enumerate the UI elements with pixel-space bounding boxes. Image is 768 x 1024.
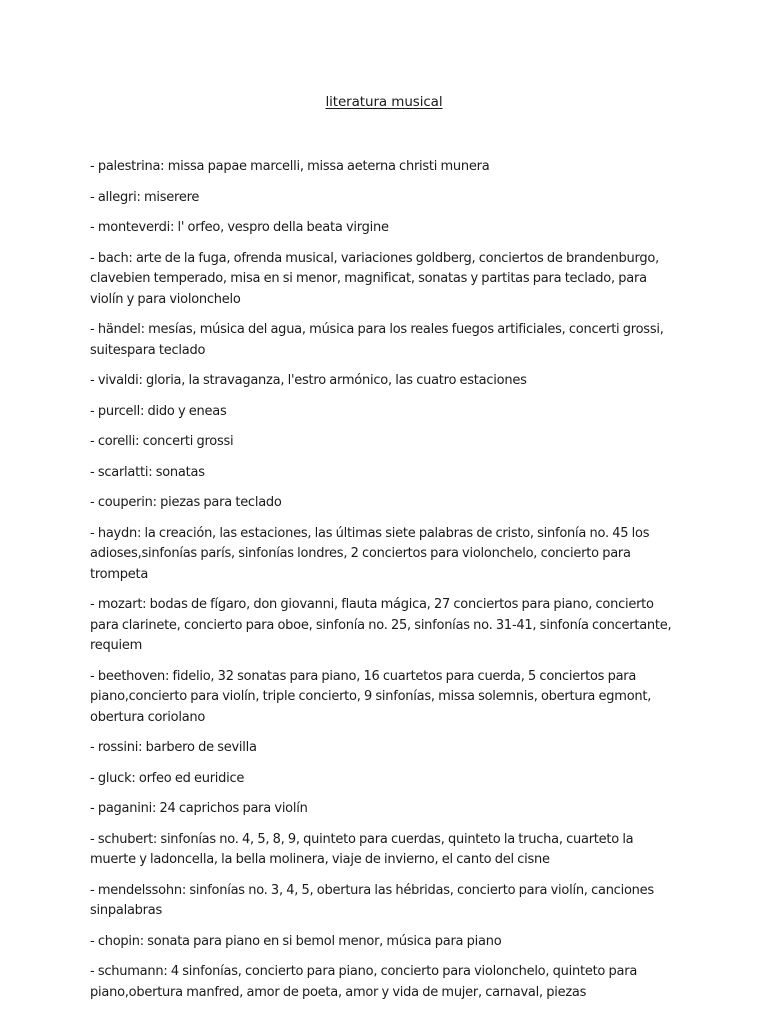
page-title: literatura musical: [325, 94, 443, 110]
list-item: - haydn: la creación, las estaciones, las últimas siete palabras de cristo, sinfonía no. 45 los adioses,sinfonías parís, sinfonías londres, 2 conciertos para violonchelo, concierto para trompeta: [90, 525, 650, 582]
list-item: - schubert: sinfonías no. 4, 5, 8, 9, quinteto para cuerdas, quinteto la trucha, cuarteto la muerte y ladoncella, la bella molinera, viaje de invierno, el canto del cisne: [90, 831, 634, 867]
composer-list: [90, 157, 675, 1013]
list-item: - scarlatti: sonatas: [90, 464, 205, 480]
list-item: - beethoven: fidelio, 32 sonatas para piano, 16 cuartetos para cuerda, 5 conciertos para piano,concierto para violín, triple concierto, 9 sinfonías, missa solemnis, obertura egmont, obertura coriolano: [90, 668, 652, 725]
list-item: - schumann: 4 sinfonías, concierto para piano, concierto para violonchelo, quinteto para piano,obertura manfred, amor de poeta, amor y vida de mujer, carnaval, piezas: [90, 964, 638, 1000]
list-item: - rossini: barbero de sevilla: [90, 740, 257, 755]
list-item: - chopin: sonata para piano en si bemol menor, música para piano: [90, 933, 502, 949]
list-item: - gluck: orfeo ed euridice: [90, 770, 245, 786]
list-item: - paganini: 24 caprichos para violín: [90, 801, 308, 816]
list-item: - couperin: piezas para teclado: [90, 495, 282, 510]
list-item: - bach: arte de la fuga, ofrenda musical, variaciones goldberg, conciertos de brandenburgo, clavebien temperado, misa en si menor, magnificat, sonatas y partitas para teclado, para violín y para violonchelo: [90, 250, 659, 307]
list-item: - monteverdi: l' orfeo, vespro della beata virgine: [90, 220, 389, 235]
list-item: - mendelssohn: sinfonías no. 3, 4, 5, obertura las hébridas, concierto para violín, canciones sinpalabras: [90, 882, 654, 918]
list-item: - corelli: concerti grossi: [90, 434, 234, 449]
list-item: - händel: mesías, música del agua, música para los reales fuegos artificiales, concerti grossi, suitespara teclado: [90, 322, 664, 358]
list-item: - allegri: miserere: [90, 189, 200, 205]
list-item: - purcell: dido y eneas: [90, 403, 227, 419]
list-item: - mozart: bodas de fígaro, don giovanni, flauta mágica, 27 conciertos para piano, concierto para clarinete, concierto para oboe, sinfonía no. 25, sinfonías no. 31-41, sinfonía concertante, requiem: [90, 597, 672, 653]
list-item: - palestrina: missa papae marcelli, missa aeterna christi munera: [90, 159, 490, 174]
list-item: - vivaldi: gloria, la stravaganza, l'estro armónico, las cuatro estaciones: [90, 373, 527, 388]
